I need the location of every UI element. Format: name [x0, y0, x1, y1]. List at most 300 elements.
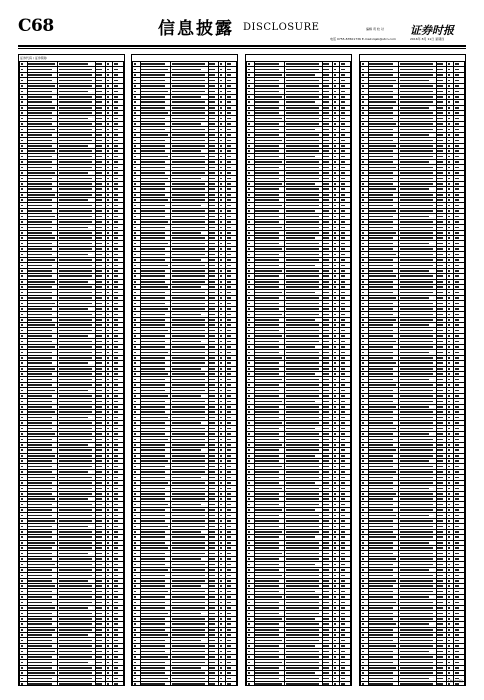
- text-placeholder: [172, 335, 205, 337]
- text-placeholder: [220, 683, 222, 685]
- text-placeholder: [172, 422, 201, 424]
- text-placeholder: [227, 112, 231, 114]
- text-placeholder: [28, 205, 52, 207]
- text-placeholder: [59, 672, 92, 674]
- text-placeholder: [255, 564, 279, 566]
- text-placeholder: [227, 341, 231, 343]
- text-placeholder: [141, 509, 165, 511]
- text-placeholder: [107, 526, 109, 528]
- text-placeholder: [209, 74, 215, 76]
- text-placeholder: [96, 275, 102, 277]
- text-placeholder: [334, 69, 336, 71]
- text-placeholder: [59, 564, 92, 566]
- text-placeholder: [134, 401, 137, 403]
- text-placeholder: [334, 183, 336, 185]
- text-placeholder: [114, 395, 118, 397]
- text-placeholder: [248, 259, 251, 261]
- text-placeholder: [114, 210, 118, 212]
- text-placeholder: [334, 564, 336, 566]
- text-placeholder: [134, 341, 137, 343]
- text-placeholder: [323, 74, 329, 76]
- text-placeholder: [172, 183, 205, 185]
- text-placeholder: [227, 259, 231, 261]
- text-placeholder: [286, 401, 315, 403]
- text-placeholder: [323, 69, 329, 71]
- text-placeholder: [341, 188, 345, 190]
- text-placeholder: [28, 373, 52, 375]
- text-placeholder: [96, 270, 102, 272]
- text-placeholder: [227, 303, 231, 305]
- text-placeholder: [220, 216, 222, 218]
- text-placeholder: [323, 406, 329, 408]
- text-placeholder: [28, 63, 55, 65]
- text-placeholder: [286, 167, 319, 169]
- text-placeholder: [28, 417, 52, 419]
- text-placeholder: [141, 558, 165, 560]
- text-placeholder: [107, 390, 109, 392]
- text-placeholder: [255, 428, 279, 430]
- text-placeholder: [334, 85, 336, 87]
- text-placeholder: [21, 259, 24, 261]
- text-placeholder: [96, 357, 102, 359]
- text-placeholder: [323, 265, 329, 267]
- text-placeholder: [96, 314, 102, 316]
- text-placeholder: [59, 281, 88, 283]
- text-placeholder: [96, 634, 102, 636]
- text-placeholder: [107, 460, 109, 462]
- text-placeholder: [286, 237, 315, 239]
- text-placeholder: [96, 74, 102, 76]
- text-placeholder: [227, 362, 231, 364]
- text-placeholder: [227, 297, 231, 299]
- text-placeholder: [114, 493, 118, 495]
- text-placeholder: [172, 667, 201, 669]
- text-placeholder: [323, 460, 329, 462]
- text-placeholder: [172, 509, 205, 511]
- text-placeholder: [248, 210, 251, 212]
- text-placeholder: [255, 444, 282, 446]
- text-placeholder: [107, 194, 109, 196]
- text-placeholder: [227, 167, 231, 169]
- text-placeholder: [248, 275, 251, 277]
- text-placeholder: [28, 379, 52, 381]
- text-placeholder: [28, 656, 52, 658]
- text-placeholder: [28, 194, 55, 196]
- text-placeholder: [323, 178, 329, 180]
- table-column-1: [18, 54, 125, 686]
- text-placeholder: [227, 101, 231, 103]
- text-placeholder: [220, 373, 222, 375]
- text-placeholder: [227, 330, 231, 332]
- text-placeholder: [28, 553, 52, 555]
- text-placeholder: [28, 91, 52, 93]
- text-placeholder: [341, 428, 345, 430]
- text-placeholder: [255, 183, 282, 185]
- text-placeholder: [107, 352, 109, 354]
- text-placeholder: [114, 536, 118, 538]
- text-placeholder: [59, 460, 92, 462]
- text-placeholder: [227, 493, 231, 495]
- text-placeholder: [134, 678, 137, 680]
- text-placeholder: [21, 422, 24, 424]
- text-placeholder: [341, 384, 345, 386]
- text-placeholder: [334, 417, 336, 419]
- text-placeholder: [96, 662, 102, 664]
- text-placeholder: [59, 188, 92, 190]
- text-placeholder: [248, 297, 251, 299]
- text-placeholder: [141, 248, 165, 250]
- text-placeholder: [286, 335, 319, 337]
- text-placeholder: [286, 373, 315, 375]
- text-placeholder: [59, 634, 88, 636]
- text-placeholder: [28, 161, 52, 163]
- text-placeholder: [286, 227, 319, 229]
- text-placeholder: [248, 536, 251, 538]
- text-placeholder: [21, 265, 24, 267]
- text-placeholder: [255, 248, 282, 250]
- text-placeholder: [28, 156, 52, 158]
- text-placeholder: [59, 237, 92, 239]
- text-placeholder: [28, 466, 52, 468]
- text-placeholder: [28, 455, 55, 457]
- text-placeholder: [141, 411, 165, 413]
- text-placeholder: [323, 368, 329, 370]
- text-placeholder: [209, 221, 215, 223]
- text-placeholder: [255, 237, 279, 239]
- text-placeholder: [141, 634, 168, 636]
- text-placeholder: [341, 449, 345, 451]
- text-placeholder: [227, 254, 231, 256]
- text-placeholder: [286, 265, 315, 267]
- text-placeholder: [255, 227, 282, 229]
- text-placeholder: [59, 118, 88, 120]
- text-placeholder: [59, 265, 92, 267]
- text-placeholder: [141, 580, 165, 582]
- text-placeholder: [255, 384, 279, 386]
- text-placeholder: [341, 580, 345, 582]
- text-placeholder: [28, 526, 52, 528]
- text-placeholder: [323, 129, 329, 131]
- text-placeholder: [209, 319, 215, 321]
- text-placeholder: [107, 373, 109, 375]
- text-placeholder: [21, 564, 24, 566]
- text-placeholder: [248, 145, 251, 147]
- text-placeholder: [28, 259, 55, 261]
- text-placeholder: [59, 585, 92, 587]
- text-placeholder: [59, 129, 92, 131]
- text-placeholder: [107, 85, 109, 87]
- text-placeholder: [107, 324, 109, 326]
- text-placeholder: [114, 662, 118, 664]
- text-placeholder: [134, 134, 137, 136]
- text-placeholder: [172, 411, 205, 413]
- text-placeholder: [114, 145, 118, 147]
- text-placeholder: [21, 243, 24, 245]
- text-placeholder: [172, 308, 205, 310]
- text-placeholder: [21, 618, 24, 620]
- text-placeholder: [209, 444, 215, 446]
- text-placeholder: [227, 585, 231, 587]
- text-placeholder: [172, 80, 205, 82]
- text-placeholder: [172, 401, 205, 403]
- text-placeholder: [227, 178, 231, 180]
- text-placeholder: [21, 672, 24, 674]
- text-placeholder: [28, 444, 52, 446]
- text-placeholder: [220, 509, 222, 511]
- text-placeholder: [248, 395, 251, 397]
- text-placeholder: [172, 395, 201, 397]
- text-placeholder: [209, 346, 215, 348]
- text-placeholder: [114, 172, 118, 174]
- text-placeholder: [286, 270, 319, 272]
- text-placeholder: [248, 498, 251, 500]
- text-placeholder: [59, 96, 92, 98]
- text-placeholder: [107, 656, 109, 658]
- text-placeholder: [255, 542, 279, 544]
- text-placeholder: [286, 346, 315, 348]
- text-placeholder: [134, 91, 137, 93]
- text-placeholder: [220, 602, 222, 604]
- text-placeholder: [286, 536, 315, 538]
- text-placeholder: [96, 449, 102, 451]
- text-placeholder: [107, 553, 109, 555]
- text-placeholder: [248, 526, 251, 528]
- text-placeholder: [141, 526, 168, 528]
- text-placeholder: [96, 134, 102, 136]
- text-placeholder: [227, 140, 231, 142]
- text-placeholder: [21, 585, 24, 587]
- text-placeholder: [209, 156, 215, 158]
- text-placeholder: [323, 395, 329, 397]
- text-placeholder: [209, 254, 215, 256]
- text-placeholder: [248, 417, 251, 419]
- table-cell: [140, 681, 170, 686]
- text-placeholder: [172, 178, 201, 180]
- text-placeholder: [107, 129, 109, 131]
- text-placeholder: [114, 602, 118, 604]
- text-placeholder: [107, 613, 109, 615]
- text-placeholder: [114, 248, 118, 250]
- text-placeholder: [341, 466, 345, 468]
- text-placeholder: [255, 232, 279, 234]
- text-placeholder: [96, 444, 102, 446]
- text-placeholder: [141, 352, 168, 354]
- text-placeholder: [255, 547, 279, 549]
- text-placeholder: [59, 667, 92, 669]
- text-placeholder: [341, 281, 345, 283]
- text-placeholder: [248, 330, 251, 332]
- text-placeholder: [96, 390, 102, 392]
- text-placeholder: [286, 232, 319, 234]
- text-placeholder: [220, 129, 222, 131]
- text-placeholder: [21, 172, 24, 174]
- text-placeholder: [114, 156, 118, 158]
- text-placeholder: [21, 401, 24, 403]
- text-placeholder: [172, 254, 205, 256]
- text-placeholder: [96, 553, 102, 555]
- text-placeholder: [134, 640, 137, 642]
- text-placeholder: [134, 493, 137, 495]
- text-placeholder: [248, 216, 251, 218]
- text-placeholder: [227, 618, 231, 620]
- text-placeholder: [96, 96, 102, 98]
- text-placeholder: [255, 112, 279, 114]
- text-placeholder: [96, 379, 102, 381]
- text-placeholder: [220, 178, 222, 180]
- text-placeholder: [96, 167, 102, 169]
- text-placeholder: [220, 520, 222, 522]
- text-placeholder: [134, 564, 137, 566]
- text-placeholder: [96, 308, 102, 310]
- text-placeholder: [209, 145, 215, 147]
- text-placeholder: [134, 531, 137, 533]
- text-placeholder: [134, 96, 137, 98]
- text-placeholder: [286, 243, 319, 245]
- text-placeholder: [134, 275, 137, 277]
- text-placeholder: [227, 292, 231, 294]
- text-placeholder: [28, 265, 52, 267]
- text-placeholder: [248, 188, 251, 190]
- text-placeholder: [286, 553, 319, 555]
- text-placeholder: [28, 118, 52, 120]
- text-placeholder: [227, 232, 231, 234]
- text-placeholder: [96, 178, 102, 180]
- text-placeholder: [286, 357, 319, 359]
- text-placeholder: [172, 107, 205, 109]
- text-placeholder: [255, 390, 279, 392]
- text-placeholder: [107, 286, 109, 288]
- text-placeholder: [96, 455, 102, 457]
- text-placeholder: [28, 275, 52, 277]
- text-placeholder: [220, 536, 222, 538]
- text-placeholder: [334, 330, 336, 332]
- text-placeholder: [248, 471, 251, 473]
- text-placeholder: [134, 281, 137, 283]
- text-placeholder: [96, 520, 102, 522]
- text-placeholder: [107, 237, 109, 239]
- text-placeholder: [141, 613, 168, 615]
- text-placeholder: [341, 292, 345, 294]
- text-placeholder: [21, 406, 24, 408]
- text-placeholder: [220, 237, 222, 239]
- text-placeholder: [59, 362, 88, 364]
- text-placeholder: [21, 384, 24, 386]
- text-placeholder: [334, 324, 336, 326]
- text-placeholder: [134, 69, 137, 71]
- text-placeholder: [59, 319, 92, 321]
- text-placeholder: [141, 210, 165, 212]
- text-placeholder: [334, 199, 336, 201]
- text-placeholder: [209, 69, 215, 71]
- text-placeholder: [141, 96, 165, 98]
- text-placeholder: [96, 112, 102, 114]
- text-placeholder: [28, 129, 55, 131]
- text-placeholder: [323, 373, 329, 375]
- text-placeholder: [96, 656, 102, 658]
- text-placeholder: [227, 227, 231, 229]
- text-placeholder: [286, 91, 319, 93]
- text-placeholder: [141, 455, 165, 457]
- text-placeholder: [28, 341, 52, 343]
- text-placeholder: [28, 216, 55, 218]
- text-placeholder: [28, 248, 52, 250]
- text-placeholder: [323, 107, 329, 109]
- text-placeholder: [220, 504, 222, 506]
- text-placeholder: [21, 596, 24, 598]
- text-placeholder: [255, 395, 279, 397]
- text-placeholder: [141, 384, 165, 386]
- text-placeholder: [114, 553, 118, 555]
- text-placeholder: [209, 91, 215, 93]
- text-placeholder: [227, 623, 231, 625]
- text-placeholder: [107, 422, 109, 424]
- text-placeholder: [172, 558, 201, 560]
- text-placeholder: [341, 341, 345, 343]
- text-placeholder: [28, 188, 52, 190]
- text-placeholder: [323, 167, 329, 169]
- text-placeholder: [286, 308, 319, 310]
- text-placeholder: [209, 286, 215, 288]
- text-placeholder: [220, 672, 222, 674]
- text-placeholder: [227, 172, 231, 174]
- text-placeholder: [96, 232, 102, 234]
- text-placeholder: [141, 482, 168, 484]
- text-placeholder: [209, 292, 215, 294]
- text-placeholder: [334, 558, 336, 560]
- text-placeholder: [96, 319, 102, 321]
- text-placeholder: [59, 678, 92, 680]
- text-placeholder: [227, 384, 231, 386]
- text-placeholder: [114, 101, 118, 103]
- text-placeholder: [21, 498, 24, 500]
- text-placeholder: [107, 471, 109, 473]
- text-placeholder: [114, 449, 118, 451]
- text-placeholder: [114, 580, 118, 582]
- text-placeholder: [255, 498, 279, 500]
- text-placeholder: [134, 188, 137, 190]
- text-placeholder: [28, 112, 52, 114]
- text-placeholder: [341, 183, 345, 185]
- text-placeholder: [286, 112, 319, 114]
- text-placeholder: [141, 357, 165, 359]
- text-placeholder: [334, 167, 336, 169]
- text-placeholder: [227, 324, 231, 326]
- text-placeholder: [59, 509, 92, 511]
- text-placeholder: [209, 634, 215, 636]
- text-placeholder: [107, 640, 109, 642]
- text-placeholder: [21, 471, 24, 473]
- text-placeholder: [114, 183, 118, 185]
- text-placeholder: [21, 221, 24, 223]
- text-placeholder: [28, 542, 55, 544]
- text-placeholder: [96, 406, 102, 408]
- text-placeholder: [227, 607, 231, 609]
- text-placeholder: [341, 123, 345, 125]
- text-placeholder: [21, 303, 24, 305]
- text-placeholder: [227, 161, 231, 163]
- text-placeholder: [96, 303, 102, 305]
- text-placeholder: [323, 275, 329, 277]
- text-placeholder: [21, 194, 24, 196]
- text-placeholder: [96, 640, 102, 642]
- text-placeholder: [323, 384, 329, 386]
- text-placeholder: [134, 683, 137, 685]
- text-placeholder: [114, 411, 118, 413]
- text-placeholder: [21, 297, 24, 299]
- text-placeholder: [96, 569, 102, 571]
- text-placeholder: [96, 259, 102, 261]
- text-placeholder: [334, 63, 336, 65]
